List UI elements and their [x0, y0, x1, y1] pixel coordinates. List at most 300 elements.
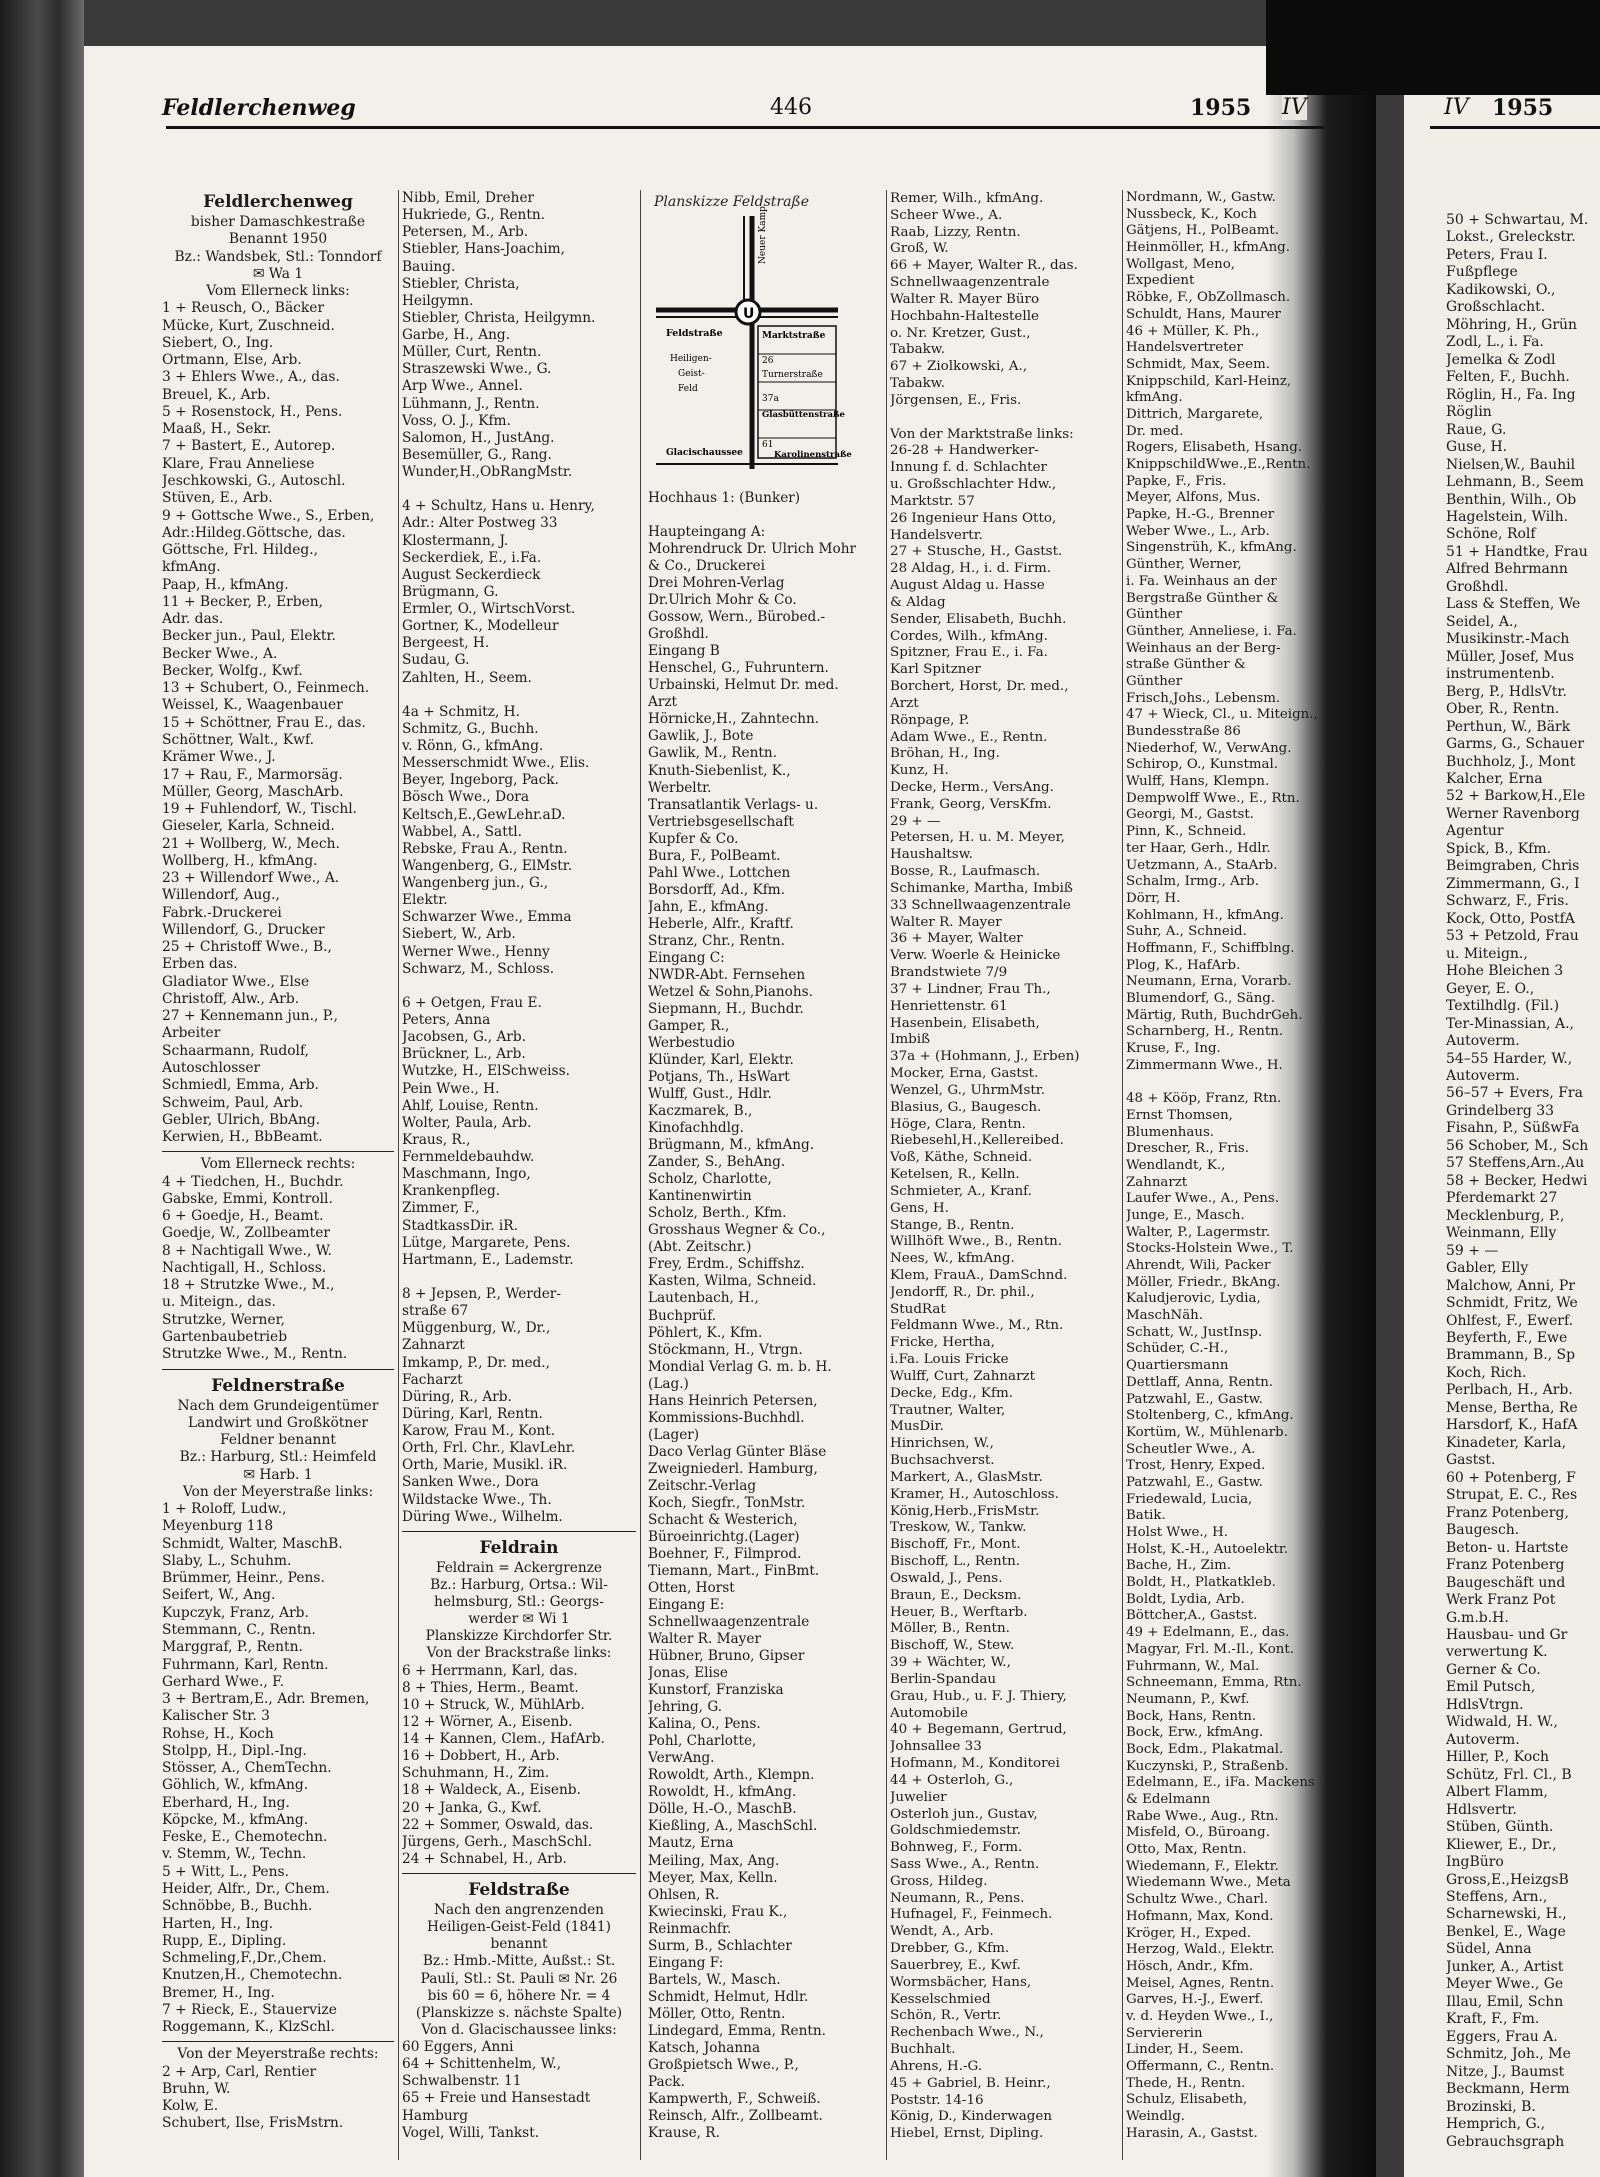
directory-entry: Zimmer, F.,	[402, 1200, 480, 1217]
directory-entry: Kunz, H.	[890, 762, 949, 779]
directory-entry: 47 + Wieck, Cl., u. Miteign.,	[1126, 707, 1318, 723]
facing-column	[1446, 212, 1600, 2151]
directory-entry: Kantinenwirtin	[648, 1188, 752, 1205]
directory-entry: August Aldag u. Hasse	[890, 577, 1045, 594]
directory-entry: Brozinski, B.	[1446, 2098, 1536, 2115]
directory-entry: Holst, K.-H., Autoelektr.	[1126, 1541, 1289, 1557]
directory-entry: Wunder,H.,ObRangMstr.	[402, 464, 573, 480]
directory-entry: Sudau, G.	[402, 652, 470, 669]
directory-entry: 58 + Becker, Hedwi	[1446, 1172, 1588, 1189]
directory-entry: Daco Verlag Günter Bläse	[648, 1443, 827, 1460]
directory-entry: Klem, FrauA., DamSchnd.	[890, 1267, 1068, 1283]
directory-entry: Köpcke, M., kfmAng.	[162, 1811, 309, 1828]
directory-entry: Tabakw.	[890, 375, 945, 392]
directory-entry: Schmidt, Max, Seem.	[1126, 356, 1270, 372]
directory-entry: Peters, Anna	[402, 1012, 491, 1028]
directory-entry: Vogel, Willi, Tankst.	[402, 2124, 540, 2141]
directory-entry: 33 Schnellwaagenzentrale	[890, 896, 1071, 913]
directory-entry: Lindegard, Emma, Rentn.	[648, 2022, 826, 2039]
directory-entry: Salomon, H., JustAng.	[402, 429, 555, 446]
directory-entry: 2 + Arp, Carl, Rentier	[162, 2063, 317, 2080]
directory-entry: Krämer Wwe., J.	[162, 749, 276, 766]
directory-entry: Schubert, Ilse, FrisMstrn.	[162, 2115, 344, 2132]
directory-entry: Wendlandt, K.,	[1126, 1157, 1226, 1173]
directory-entry: Eingang C:	[648, 949, 725, 966]
directory-entry: Gebrauchsgraph	[1446, 2133, 1565, 2150]
directory-entry: HdlsVtrgn.	[1446, 1696, 1524, 1713]
directory-entry: Hasenbein, Elisabeth,	[890, 1014, 1040, 1031]
directory-entry: 29 + —	[890, 812, 941, 829]
directory-column-1	[162, 190, 394, 2133]
directory-entry: Gätjens, H., PolBeamt.	[1126, 223, 1279, 239]
directory-entry: Bock, Edm., Plakatmal.	[1126, 1741, 1284, 1757]
directory-entry: Jörgensen, E., Fris.	[890, 391, 1022, 408]
directory-entry: Jendorff, R., Dr. phil.,	[890, 1283, 1035, 1300]
directory-entry: Gawlik, J., Bote	[648, 728, 754, 745]
directory-entry: Kasten, Wilma, Schneid.	[648, 1273, 817, 1290]
directory-entry: Pinn, K., Schneid.	[1126, 824, 1247, 840]
directory-entry: Schalm, Irmg., Arb.	[1126, 874, 1259, 890]
directory-entry: Kinadeter, Karla,	[1446, 1434, 1567, 1451]
section-divider	[402, 1868, 636, 1874]
directory-entry: Gens, H.	[890, 1199, 949, 1216]
directory-entry: 25 + Christoff Wwe., B.,	[162, 939, 332, 956]
directory-entry: Mocker, Erna, Gastst.	[890, 1065, 1039, 1082]
directory-entry: Malchow, Anni, Pr	[1446, 1277, 1576, 1294]
directory-entry: Hohe Bleichen 3	[1446, 963, 1564, 980]
directory-entry: Rebske, Frau A., Rentn.	[402, 840, 568, 857]
directory-entry: 6 + Oetgen, Frau E.	[402, 994, 542, 1011]
directory-entry: Mondial Verlag G. m. b. H.	[648, 1358, 832, 1375]
directory-entry: Stemmann, C., Rentn.	[162, 1621, 316, 1638]
directory-entry: Nibb, Emil, Dreher	[402, 190, 535, 206]
directory-entry: Kadikowski, O.,	[1446, 281, 1556, 298]
directory-entry: Gawlik, M., Rentn.	[648, 745, 777, 762]
directory-entry: Messerschmidt Wwe., Elis.	[402, 755, 590, 772]
directory-entry: Illau, Emil, Schn	[1446, 1993, 1564, 2010]
directory-entry: Bock, Erw., kfmAng.	[1126, 1725, 1264, 1741]
directory-entry: Sauerbrey, E., Kwf.	[890, 1956, 1021, 1973]
directory-entry: Autoschlosser	[162, 1060, 261, 1077]
directory-entry: NWDR-Abt. Fernsehen	[648, 966, 806, 983]
directory-entry: Beckmann, Herm	[1446, 2081, 1570, 2098]
directory-entry: Schmitz, G., Buchh.	[402, 720, 539, 737]
directory-entry: Baugeschäft und	[1446, 1574, 1566, 1591]
directory-entry: Riebesehl,H.,Kellereibed.	[890, 1132, 1064, 1149]
directory-entry: KnippschildWwe.,E.,Rentn.	[1126, 457, 1311, 472]
directory-entry: Stiebler, Hans-Joachim,	[402, 241, 565, 258]
directory-entry: 23 + Willendorf Wwe., A.	[162, 870, 340, 887]
directory-entry: Rowoldt, Arth., Klempn.	[648, 1767, 815, 1784]
directory-entry: Klünder, Karl, Elektr.	[648, 1052, 794, 1069]
directory-entry: Blumendorf, G., Säng.	[1126, 991, 1276, 1006]
directory-entry: Arzt	[648, 694, 678, 711]
directory-entry: Fricke, Hertha,	[890, 1334, 995, 1351]
directory-entry: Schwalbenstr. 11	[402, 2073, 522, 2090]
directory-entry: ✉ Harb. 1	[243, 1466, 313, 1483]
directory-entry: Orth, Frl. Chr., KlavLehr.	[402, 1440, 576, 1457]
directory-entry: Zimmermann, G., I	[1446, 875, 1580, 892]
directory-entry: Grosshaus Wegner & Co.,	[648, 1222, 826, 1239]
directory-entry: Otten, Horst	[648, 1580, 735, 1596]
directory-entry: Becker jun., Paul, Elektr.	[162, 628, 336, 645]
directory-entry: Eingang B	[648, 643, 720, 660]
directory-entry: Kolw, E.	[162, 2098, 219, 2115]
directory-entry: Beimgraben, Chris	[1446, 858, 1580, 875]
directory-entry: Goldschmiedemstr.	[890, 1822, 1021, 1839]
directory-entry: Beton- u. Hartste	[1446, 1539, 1569, 1556]
directory-entry: (Lag.)	[648, 1375, 689, 1392]
directory-entry: 16 + Dobbert, H., Arb.	[402, 1748, 560, 1765]
directory-entry: Dölle, H.-O., MaschB.	[648, 1801, 797, 1818]
directory-entry: Mücke, Kurt, Zuschneid.	[162, 317, 335, 334]
sketch-label: Glacischaussee	[666, 448, 743, 458]
directory-entry: straße Günther &	[1126, 657, 1246, 673]
directory-entry: Schmidt, Walter, MaschB.	[162, 1535, 343, 1552]
directory-entry: Hans Heinrich Petersen,	[648, 1392, 818, 1409]
directory-entry: Schmieter, A., Kranf.	[890, 1182, 1032, 1199]
directory-entry: Sanken Wwe., Dora	[402, 1474, 539, 1491]
directory-entry: Schmitz, Joh., Me	[1446, 2046, 1571, 2063]
column-divider	[398, 190, 399, 2160]
directory-entry: 27 + Stusche, H., Gastst.	[890, 543, 1063, 560]
directory-entry: (Planskizze s. nächste Spalte)	[415, 2004, 623, 2021]
directory-entry: Fisahn, P., SüßwFa	[1446, 1120, 1580, 1137]
directory-entry: Ober, R., Rentn.	[1446, 701, 1560, 718]
sketch-label: Heiligen-	[670, 354, 712, 364]
directory-entry: Autoverm.	[1446, 1033, 1520, 1050]
directory-entry: Adr.: Alter Postweg 33	[402, 515, 558, 532]
directory-entry: Willendorf, G., Drucker	[162, 921, 325, 938]
directory-entry: Hufnagel, F., Feinmech.	[890, 1906, 1053, 1923]
directory-entry: 4 + Tiedchen, H., Buchdr.	[162, 1173, 344, 1190]
sketch-label: 37a	[762, 394, 779, 404]
directory-entry: Marktstr. 57	[890, 492, 975, 509]
directory-entry: Kramer, H., Autoschloss.	[890, 1485, 1059, 1502]
directory-entry: Remer, Wilh., kfmAng.	[890, 190, 1044, 206]
directory-entry: Frisch,Johs., Lebensm.	[1126, 690, 1281, 706]
directory-entry: Klostermann, J.	[402, 532, 509, 549]
directory-entry: Rönpage, P.	[890, 711, 970, 728]
directory-entry: 1 + Roloff, Ludw.,	[162, 1501, 287, 1518]
directory-entry: Dörr, H.	[1126, 890, 1181, 906]
directory-entry: Berlin-Spandau	[890, 1670, 997, 1687]
directory-entry: Werk Franz Pot	[1446, 1592, 1556, 1609]
directory-entry: Lokst., Greleckstr.	[1446, 229, 1576, 246]
directory-entry: 7 + Rieck, E., Stauervize	[162, 2001, 337, 2018]
directory-entry: Walter R. Mayer Büro	[890, 290, 1040, 307]
directory-entry: Vom Ellerneck links:	[206, 283, 350, 300]
directory-entry: Agentur	[1446, 823, 1504, 840]
directory-entry: Scholz, Berth., Kfm.	[648, 1205, 787, 1222]
directory-entry: Geyer, E. O.,	[1446, 980, 1535, 997]
directory-entry: Junker, A., Artist	[1446, 1958, 1564, 1975]
directory-entry: Buchprüf.	[648, 1307, 717, 1324]
directory-entry: Hochhaus 1: (Bunker)	[648, 490, 801, 506]
directory-entry: Patzwahl, E., Gastw.	[1126, 1474, 1263, 1490]
volume: IV	[1282, 95, 1307, 120]
directory-entry: Lautenbach, H.,	[648, 1290, 759, 1307]
directory-entry: Seifert, W., Ang.	[162, 1587, 276, 1604]
directory-entry	[1126, 1074, 1356, 1091]
directory-entry: Bischoff, W., Stew.	[890, 1637, 1015, 1654]
directory-entry: Jonas, Elise	[648, 1665, 728, 1682]
directory-entry: 24 + Schnabel, H., Arb.	[402, 1850, 567, 1867]
directory-entry: 51 + Handtke, Frau	[1446, 543, 1588, 560]
directory-entry: Hörnicke,H., Zahntechn.	[648, 711, 820, 728]
directory-entry: Rogers, Elisabeth, Hsang.	[1126, 440, 1303, 456]
directory-entry: Günther	[1126, 607, 1183, 623]
directory-entry: Schwarz, M., Schloss.	[402, 960, 555, 977]
directory-entry: & Co., Druckerei	[648, 558, 765, 575]
directory-entry: Eingang F:	[648, 1954, 724, 1971]
directory-entry: 27 + Kennemann jun., P.,	[162, 1008, 339, 1025]
directory-entry: 40 + Begemann, Gertrud,	[890, 1721, 1067, 1738]
directory-entry: Petersen, M., Arb.	[402, 224, 529, 241]
directory-entry: Stolpp, H., Dipl.-Ing.	[162, 1742, 307, 1759]
directory-entry: Haupteingang A:	[648, 524, 766, 541]
directory-entry: Jemelka & Zodl	[1446, 351, 1556, 368]
directory-entry: Meyer, Max, Kelln.	[648, 1869, 778, 1886]
directory-entry: Pohl, Charlotte,	[648, 1733, 757, 1750]
directory-entry: Fernmeldebauhdw.	[402, 1149, 535, 1165]
directory-entry: Beyferth, F., Ewe	[1446, 1330, 1568, 1346]
directory-entry: Schnöbbe, B., Buchh.	[162, 1898, 313, 1915]
directory-entry: Röglin	[1446, 404, 1492, 421]
directory-entry: Herzog, Wald., Elektr.	[1126, 1942, 1275, 1958]
directory-entry: Werbeltr.	[648, 779, 712, 796]
directory-entry: Kock, Otto, PostfA	[1446, 910, 1575, 927]
directory-entry: Gortner, K., Modelleur	[402, 618, 559, 635]
directory-entry: Eingang E:	[648, 1597, 725, 1614]
directory-entry: Pöhlert, K., Kfm.	[648, 1324, 763, 1341]
sketch-label: Karolinenstraße	[774, 450, 852, 460]
directory-entry: Schwarz, F., Fris.	[1446, 893, 1569, 910]
directory-entry: Siepmann, H., Buchdr.	[648, 1000, 804, 1017]
directory-entry	[648, 507, 882, 524]
directory-entry: Schaarmann, Rudolf,	[162, 1042, 309, 1059]
directory-entry: Schöttner, Walt., Kwf.	[162, 731, 314, 748]
directory-entry: Blasius, G., Baugesch.	[890, 1098, 1042, 1115]
directory-entry: Scholz, Charlotte,	[648, 1171, 772, 1188]
directory-entry: Röglin, H., Fa. Ing	[1446, 386, 1576, 403]
directory-entry: Weinhaus an der Berg-	[1126, 640, 1281, 656]
directory-entry: Bache, H., Zim.	[1126, 1558, 1232, 1574]
directory-entry: Weber Wwe., L., Arb.	[1126, 523, 1270, 539]
directory-entry: Schmeling,F.,Dr.,Chem.	[162, 1950, 327, 1967]
directory-entry: Friedewald, Lucia,	[1126, 1491, 1253, 1507]
directory-entry: Junge, E., Masch.	[1126, 1207, 1245, 1223]
directory-entry: Klare, Frau Anneliese	[162, 455, 315, 472]
directory-entry: Albert Flamm,	[1446, 1784, 1548, 1801]
directory-entry: 46 + Müller, K. Ph.,	[1126, 323, 1260, 339]
directory-entry: Wangenberg jun., G.,	[402, 875, 549, 891]
directory-entry: i.Fa. Louis Fricke	[890, 1351, 1009, 1368]
directory-entry: Sass Wwe., A., Rentn.	[890, 1855, 1040, 1872]
directory-entry: Bergstraße Günther &	[1126, 590, 1279, 606]
directory-entry: 48 + Kööp, Franz, Rtn.	[1126, 1091, 1282, 1107]
directory-entry: Erben das.	[162, 956, 238, 973]
directory-entry: Lehmann, B., Seem	[1446, 474, 1584, 491]
directory-entry: bis 60 = 6, höhere Nr. = 4	[427, 1987, 611, 2004]
directory-entry: IngBüro	[1446, 1854, 1504, 1871]
directory-entry: Werner Ravenborg	[1446, 805, 1580, 822]
directory-entry: Schweim, Paul, Arb.	[162, 1094, 304, 1111]
directory-entry: Stüben, Günth.	[1446, 1819, 1554, 1836]
directory-entry: Pein Wwe., H.	[402, 1080, 500, 1097]
directory-entry: Hiller, P., Koch	[1446, 1749, 1550, 1766]
directory-entry: Dr.Ulrich Mohr & Co.	[648, 592, 797, 609]
directory-entry: Baugesch.	[1446, 1522, 1520, 1539]
directory-entry: Von der Brackstraße links:	[426, 1645, 612, 1662]
directory-entry: Kupfer & Co.	[648, 830, 739, 847]
directory-entry: VerwAng.	[648, 1750, 715, 1767]
directory-entry: Ketelsen, R., Kelln.	[890, 1166, 1020, 1183]
directory-entry: Von der Meyerstraße links:	[182, 1483, 374, 1500]
directory-entry: Hagelstein, Wilh.	[1446, 508, 1569, 525]
directory-entry: Frank, Georg, VersKfm.	[890, 795, 1052, 812]
directory-entry: Berg, P., HdlsVtr.	[1446, 683, 1567, 700]
directory-entry: Zahnarzt	[402, 1337, 465, 1354]
directory-entry: Feldrain = Ackergrenze	[435, 1559, 603, 1576]
directory-entry: Wollgast, Meno,	[1126, 256, 1235, 272]
directory-entry: Kunstorf, Franziska	[648, 1682, 784, 1699]
column-divider	[886, 190, 887, 2160]
directory-entry: Wolter, Paula, Arb.	[402, 1114, 532, 1131]
directory-entry: Paap, H., kfmAng.	[162, 576, 289, 593]
directory-entry: Willhöft Wwe., B., Rentn.	[890, 1233, 1063, 1250]
directory-entry: Ahrens, H.-G.	[890, 2057, 983, 2074]
directory-entry: Ohlsen, R.	[648, 1886, 720, 1903]
directory-entry: Transatlantik Verlags- u.	[648, 796, 819, 813]
directory-entry: Schön, R., Vertr.	[890, 2007, 1002, 2024]
directory-entry: 4a + Schmitz, H.	[402, 703, 520, 720]
section-heading: Feldrain	[479, 1537, 559, 1558]
directory-entry: Serviererin	[1126, 2025, 1203, 2041]
directory-entry: Pahl Wwe., Lottchen	[648, 864, 791, 881]
section-heading: Feldnerstraße	[211, 1375, 345, 1396]
directory-entry: Müggenburg, W., Dr.,	[402, 1320, 551, 1337]
directory-entry: Böttcher,A., Gastst.	[1126, 1608, 1258, 1624]
directory-entry	[402, 1269, 636, 1286]
directory-entry: 50 + Schwartau, M.	[1446, 212, 1589, 228]
directory-entry: Müller, Curt, Rentn.	[402, 344, 542, 361]
directory-entry: 59 + —	[1446, 1242, 1499, 1259]
directory-entry: Stocks-Holstein Wwe., T.	[1126, 1241, 1294, 1257]
directory-entry: Arp Wwe., Annel.	[402, 378, 523, 395]
directory-entry: Walter, P., Lagermstr.	[1126, 1224, 1271, 1240]
directory-entry: Elektr.	[402, 892, 448, 909]
directory-entry: benannt	[490, 1936, 548, 1953]
directory-entry: 67 + Ziolkowski, A.,	[890, 358, 1028, 375]
directory-entry: Fußpflege	[1446, 264, 1518, 281]
directory-entry: Trost, Henry, Exped.	[1126, 1458, 1266, 1474]
directory-entry: Gabler, Elly	[1446, 1260, 1529, 1277]
directory-entry: Wutzke, H., ElSchweiss.	[402, 1063, 570, 1080]
directory-entry: Misfeld, O., Büroang.	[1126, 1825, 1270, 1841]
directory-entry: 39 + Wächter, W.,	[890, 1654, 1011, 1671]
directory-entry: Jahn, E., kfmAng.	[648, 898, 769, 915]
directory-entry: Kaludjerovic, Lydia,	[1126, 1291, 1261, 1307]
directory-entry: Scharnberg, H., Rentn.	[1126, 1024, 1284, 1040]
directory-entry: instrumentenb.	[1446, 666, 1555, 683]
directory-entry: Schacht & Westerich,	[648, 1511, 798, 1528]
directory-entry: Stösser, A., ChemTechn.	[162, 1760, 332, 1777]
directory-entry: Hoffmann, F., Schiffblng.	[1126, 940, 1295, 956]
directory-entry: Hausbau- und Gr	[1446, 1626, 1568, 1643]
directory-entry: Brügmann, M., kfmAng.	[648, 1137, 815, 1154]
directory-entry: 9 + Gottsche Wwe., S., Erben,	[162, 507, 375, 524]
directory-entry: Günther	[1126, 673, 1183, 689]
svg-text:U: U	[743, 306, 755, 322]
directory-entry: Schmidt, Fritz, We	[1446, 1295, 1578, 1312]
directory-entry: Düring, Karl, Rentn.	[402, 1405, 543, 1422]
directory-entry: MusDir.	[890, 1418, 944, 1435]
directory-entry: Keltsch,E.,GewLehr.aD.	[402, 806, 566, 823]
directory-entry: Weissel, K., Waagenbauer	[162, 697, 343, 714]
directory-entry: Ortmann, Else, Arb.	[162, 352, 302, 369]
directory-entry: Wulff, Gust., Hdlr.	[648, 1086, 772, 1103]
directory-entry: Adam Wwe., E., Rentn.	[890, 728, 1048, 745]
directory-entry: Automobile	[890, 1704, 969, 1721]
directory-entry: 57 Steffens,Arn.,Au	[1446, 1155, 1585, 1172]
directory-entry: & Edelmann	[1126, 1792, 1211, 1807]
directory-entry: Strutzke Wwe., M., Rentn.	[162, 1346, 348, 1363]
directory-entry: Plog, K., HafArb.	[1126, 957, 1241, 973]
directory-entry: Wetzel & Sohn,Pianohs.	[648, 983, 813, 1000]
directory-entry: Holst Wwe., H.	[1126, 1525, 1229, 1540]
directory-entry: 6 + Goedje, H., Beamt.	[162, 1208, 324, 1225]
directory-entry: Müller, Josef, Mus	[1446, 648, 1574, 665]
directory-entry: Harsdorf, K., HafA	[1446, 1417, 1578, 1434]
directory-entry: Brandstwiete 7/9	[890, 964, 1008, 981]
directory-entry: Heinmöller, H., kfmAng.	[1126, 240, 1290, 256]
sketch-label: 26	[762, 356, 774, 366]
directory-entry: Boldt, Lydia, Arb.	[1126, 1591, 1245, 1607]
section-divider	[162, 1146, 394, 1152]
directory-entry: Rabe Wwe., Aug., Rtn.	[1126, 1808, 1279, 1824]
directory-entry: Franz Potenberg	[1446, 1557, 1565, 1574]
directory-entry: Rupp, E., Dipling.	[162, 1932, 287, 1949]
directory-entry: Kalischer Str. 3	[162, 1708, 270, 1725]
directory-entry: Harasin, A., Gastst.	[1126, 2125, 1258, 2141]
directory-entry: Mense, Bertha, Re	[1446, 1399, 1578, 1416]
directory-entry: Wenzel, G., UhrmMstr.	[890, 1081, 1046, 1098]
directory-entry: Heberle, Alfr., Kraftf.	[648, 915, 794, 932]
directory-entry: Feldmann Wwe., M., Rtn.	[890, 1317, 1064, 1334]
directory-entry: Möller, Otto, Rentn.	[648, 2005, 786, 2022]
directory-entry: Suhr, A., Schneid.	[1126, 924, 1247, 940]
directory-entry: Papke, F., Fris.	[1126, 473, 1227, 489]
directory-entry: Drei Mohren-Verlag	[648, 575, 785, 592]
directory-entry: Adr.:Hildeg.Göttsche, das.	[162, 524, 346, 541]
directory-entry: Meisel, Agnes, Rentn.	[1126, 1975, 1275, 1991]
directory-entry: Bohnweg, F., Form.	[890, 1839, 1023, 1856]
directory-entry	[402, 687, 636, 704]
directory-entry: Stiebler, Christa, Heilgymn.	[402, 309, 596, 326]
directory-entry: Drescher, R., Fris.	[1126, 1141, 1249, 1157]
directory-entry: Gerhard Wwe., F.	[162, 1673, 284, 1690]
directory-entry: i. Fa. Weinhaus an der	[1126, 573, 1277, 589]
directory-entry: Georgi, M., Gastst.	[1126, 807, 1254, 823]
facing-volume: IV	[1444, 95, 1469, 120]
directory-entry: Kaczmarek, B.,	[648, 1103, 753, 1120]
directory-entry: Eberhard, H., Ing.	[162, 1794, 290, 1811]
directory-entry: Kohlmann, H., kfmAng.	[1126, 907, 1284, 923]
directory-entry: Musikinstr.-Mach	[1446, 631, 1570, 648]
directory-entry: Bz.: Harburg, Ortsa.: Wil-	[430, 1576, 608, 1593]
directory-entry: Höge, Clara, Rentn.	[890, 1115, 1026, 1132]
